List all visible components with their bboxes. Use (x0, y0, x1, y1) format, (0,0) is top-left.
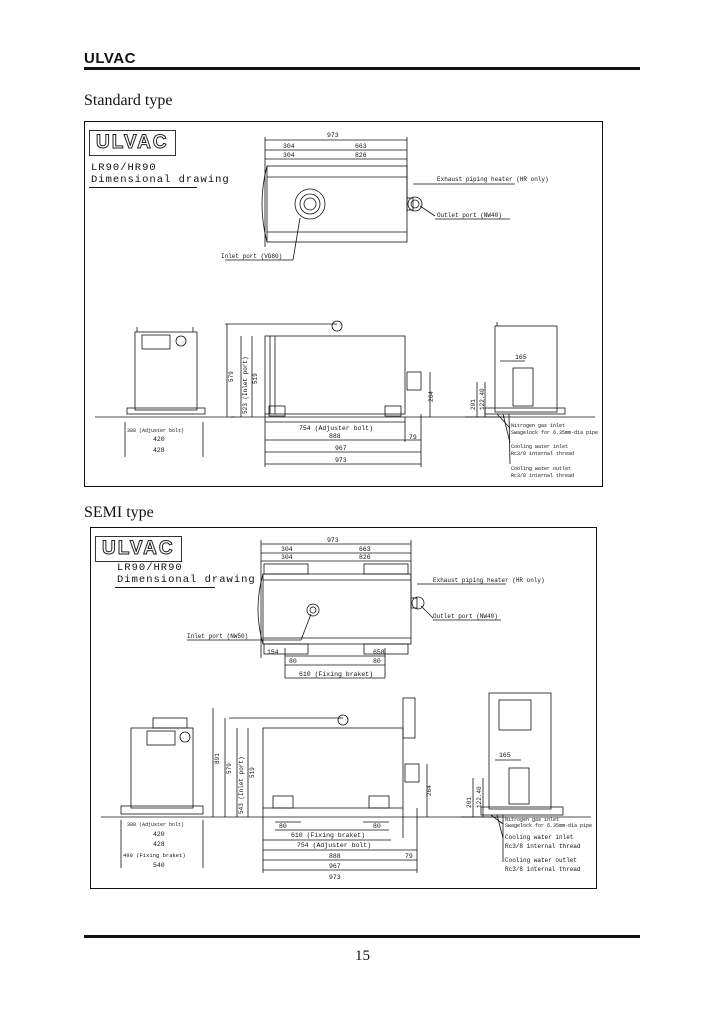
label-cwout-2: Rc3/8 internal thread (511, 473, 575, 479)
dim-304a: 304 (283, 143, 295, 150)
dim-80a: 80 (289, 658, 297, 665)
dim-428: 428 (153, 841, 165, 848)
page-number: 15 (355, 948, 370, 964)
dim-523: 523 (Inlet port) (242, 356, 249, 414)
label-outlet: Outlet port (NW40) (433, 613, 498, 620)
side-view (225, 321, 505, 467)
dim-967: 967 (329, 863, 341, 870)
label-cwin-2: Rc3/8 internal thread (505, 843, 581, 850)
drawing-logo: ULVAC (95, 536, 182, 562)
dim-264: 264 (426, 785, 433, 796)
drawing-panel-standard (84, 121, 603, 487)
dim-973b: 973 (329, 874, 341, 881)
dim-658: 658 (373, 649, 385, 656)
dim-79: 79 (405, 853, 413, 860)
dim-122: 122.40 (476, 786, 483, 808)
dim-973: 973 (327, 132, 339, 139)
dim-304a: 304 (281, 546, 293, 553)
dim-610-bottom: 610 (Fixing braket) (291, 832, 366, 839)
semi-drawing (91, 528, 596, 888)
drawing-panel-semi (90, 527, 597, 889)
drawing-model: LR90/HR90 (91, 162, 157, 174)
left-view (95, 327, 235, 457)
drawing-model: LR90/HR90 (117, 562, 183, 574)
dim-663: 663 (355, 143, 367, 150)
label-n2-1: Nitrogen gas inlet (511, 423, 566, 429)
dim-80b-bottom: 80 (373, 823, 381, 830)
dim-973b: 973 (335, 457, 347, 464)
dim-967: 967 (335, 445, 347, 452)
label-n2-2: Swagelock for 6.35mm-dia pipe (511, 430, 599, 436)
dim-80b: 80 (373, 658, 381, 665)
dim-540: 540 (153, 862, 165, 869)
drawing-subtitle: Dimensional drawing (91, 174, 230, 186)
dim-579: 579 (228, 371, 235, 382)
dim-754: 754 (Adjuster bolt) (299, 425, 374, 432)
left-view (101, 718, 231, 868)
dim-264: 264 (428, 391, 435, 402)
section-title-standard: Standard type (84, 92, 173, 109)
dim-304b: 304 (281, 554, 293, 561)
label-cwin-1: Cooling water inlet (511, 444, 569, 450)
dim-891: 891 (214, 753, 221, 764)
standard-drawing (85, 122, 602, 486)
dim-388: 388 (Adjuster bolt) (127, 822, 185, 828)
label-cwin-1: Cooling water inlet (505, 834, 574, 841)
dim-388: 388 (Adjuster bolt) (127, 428, 185, 434)
dim-663: 663 (359, 546, 371, 553)
section-title-semi: SEMI type (84, 504, 154, 521)
dim-122: 122.40 (479, 388, 486, 410)
drawing-subtitle: Dimensional drawing (117, 574, 256, 586)
label-exhaust: Exhaust piping heater (HR only) (433, 577, 545, 584)
dim-826: 826 (359, 554, 371, 561)
dim-165: 165 (515, 354, 527, 361)
dim-79: 79 (409, 434, 417, 441)
dim-80a-bottom: 80 (279, 823, 287, 830)
label-cwout-1: Cooling water outlet (511, 466, 572, 472)
drawing-logo: ULVAC (89, 130, 176, 156)
dim-888: 888 (329, 853, 341, 860)
dim-201: 201 (470, 399, 477, 410)
top-view (187, 540, 506, 678)
label-inlet: Inlet port (VG80) (221, 253, 283, 260)
dim-154: 154 (267, 649, 279, 656)
label-cwout-1: Cooling water outlet (505, 857, 578, 864)
header-brand: ULVAC (84, 50, 136, 67)
dim-579: 579 (226, 763, 233, 774)
dim-888: 888 (329, 433, 341, 440)
dim-543: 543 (Inlet port) (238, 756, 245, 814)
footer-rule (84, 935, 640, 938)
dim-420: 420 (153, 436, 165, 443)
label-cwin-2: Rc3/8 internal thread (511, 451, 575, 457)
dim-304b: 304 (283, 152, 295, 159)
dim-519: 519 (249, 767, 256, 778)
dim-428: 428 (153, 447, 165, 454)
dim-201: 201 (466, 797, 473, 808)
top-view (225, 137, 515, 260)
label-inlet: Inlet port (NW50) (187, 633, 249, 640)
dim-973: 973 (327, 537, 339, 544)
dim-490: 490 (Fixing braket) (123, 852, 186, 859)
dim-519: 519 (252, 373, 259, 384)
dim-610-top: 610 (Fixing braket) (299, 671, 374, 678)
label-exhaust: Exhaust piping heater (HR only) (437, 176, 549, 183)
dim-754: 754 (Adjuster bolt) (297, 842, 372, 849)
label-n2-2: Swagelock for 6.35mm-dia pipe (505, 823, 593, 829)
dim-420: 420 (153, 831, 165, 838)
dim-165: 165 (499, 752, 511, 759)
label-n2-1: Nitrogen gas inlet (505, 817, 560, 823)
label-outlet: Outlet port (NW40) (437, 212, 502, 219)
label-cwout-2: Rc3/8 internal thread (505, 866, 581, 873)
dim-826: 826 (355, 152, 367, 159)
header-rule (84, 67, 640, 70)
